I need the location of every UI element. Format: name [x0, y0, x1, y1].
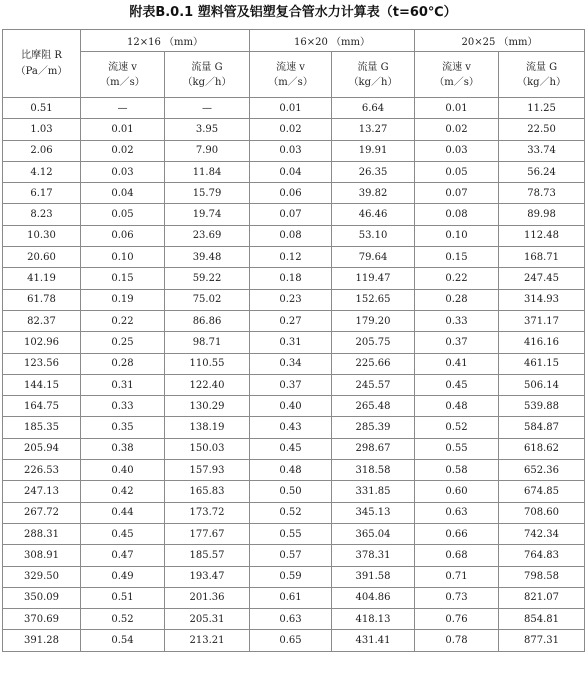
velocity-cell: 0.05: [81, 204, 165, 225]
velocity-cell: 0.37: [250, 374, 332, 395]
velocity-header: [81, 52, 165, 98]
resistance-cell: 144.15: [3, 374, 81, 395]
resistance-cell: 247.13: [3, 481, 81, 502]
flow-cell: 391.58: [332, 566, 415, 587]
velocity-cell: 0.31: [81, 374, 165, 395]
velocity-cell: 0.05: [415, 161, 499, 182]
table-row: [3, 268, 585, 289]
table-body: [3, 98, 585, 652]
velocity-cell: 0.45: [415, 374, 499, 395]
flow-cell: 205.75: [332, 332, 415, 353]
flow-cell: 19.91: [332, 140, 415, 161]
resistance-cell: 267.72: [3, 502, 81, 523]
flow-cell: 674.85: [499, 481, 585, 502]
velocity-cell: 0.48: [415, 396, 499, 417]
flow-cell: 19.74: [165, 204, 250, 225]
velocity-unit: （m／s）: [268, 76, 313, 88]
velocity-cell: 0.60: [415, 481, 499, 502]
table-row: [3, 140, 585, 161]
velocity-cell: 0.22: [81, 310, 165, 331]
velocity-cell: —: [81, 98, 165, 119]
velocity-cell: 0.15: [415, 247, 499, 268]
flow-cell: 138.19: [165, 417, 250, 438]
velocity-cell: 0.57: [250, 545, 332, 566]
velocity-cell: 0.18: [250, 268, 332, 289]
flow-cell: —: [165, 98, 250, 119]
hydraulic-calc-table: [2, 29, 585, 652]
flow-cell: 742.34: [499, 523, 585, 544]
table-title: 附表B.0.1 塑料管及铝塑复合管水力计算表（t=60℃）: [129, 5, 457, 20]
velocity-cell: 0.44: [81, 502, 165, 523]
velocity-cell: 0.38: [81, 438, 165, 459]
table-row: [3, 353, 585, 374]
flow-cell: 371.17: [499, 310, 585, 331]
velocity-cell: 0.28: [81, 353, 165, 374]
flow-cell: 15.79: [165, 183, 250, 204]
velocity-cell: 0.06: [81, 225, 165, 246]
velocity-cell: 0.01: [81, 119, 165, 140]
velocity-cell: 0.03: [415, 140, 499, 161]
velocity-cell: 0.48: [250, 460, 332, 481]
resistance-cell: 82.37: [3, 310, 81, 331]
velocity-cell: 0.51: [81, 587, 165, 608]
flow-cell: 416.16: [499, 332, 585, 353]
flow-cell: 56.24: [499, 161, 585, 182]
resistance-cell: 102.96: [3, 332, 81, 353]
flow-cell: 165.83: [165, 481, 250, 502]
velocity-cell: 0.45: [250, 438, 332, 459]
velocity-cell: 0.12: [250, 247, 332, 268]
flow-cell: 22.50: [499, 119, 585, 140]
flow-cell: 201.36: [165, 587, 250, 608]
velocity-cell: 0.34: [250, 353, 332, 374]
velocity-cell: 0.65: [250, 630, 332, 651]
flow-cell: 78.73: [499, 183, 585, 204]
table-row: [3, 630, 585, 651]
resistance-cell: 185.35: [3, 417, 81, 438]
velocity-cell: 0.40: [81, 460, 165, 481]
flow-cell: 708.60: [499, 502, 585, 523]
flow-cell: 265.48: [332, 396, 415, 417]
velocity-cell: 0.23: [250, 289, 332, 310]
table-row: [3, 119, 585, 140]
velocity-unit: （m／s）: [434, 76, 479, 88]
velocity-cell: 0.54: [81, 630, 165, 651]
resistance-cell: 4.12: [3, 161, 81, 182]
resistance-cell: 2.06: [3, 140, 81, 161]
resistance-cell: 350.09: [3, 587, 81, 608]
flow-cell: 75.02: [165, 289, 250, 310]
velocity-cell: 0.06: [250, 183, 332, 204]
flow-cell: 98.71: [165, 332, 250, 353]
velocity-cell: 0.63: [250, 609, 332, 630]
velocity-cell: 0.40: [250, 396, 332, 417]
velocity-label: 流速 v: [276, 61, 305, 73]
velocity-cell: 0.50: [250, 481, 332, 502]
velocity-header: [250, 52, 332, 98]
velocity-cell: 0.22: [415, 268, 499, 289]
velocity-cell: 0.47: [81, 545, 165, 566]
velocity-cell: 0.10: [81, 247, 165, 268]
resistance-cell: 370.69: [3, 609, 81, 630]
resistance-cell: 41.19: [3, 268, 81, 289]
flow-cell: 314.93: [499, 289, 585, 310]
flow-cell: 318.58: [332, 460, 415, 481]
table-row: [3, 566, 585, 587]
resistance-cell: 226.53: [3, 460, 81, 481]
velocity-cell: 0.01: [415, 98, 499, 119]
velocity-cell: 0.45: [81, 523, 165, 544]
velocity-header: [415, 52, 499, 98]
flow-cell: 39.48: [165, 247, 250, 268]
table-row: [3, 204, 585, 225]
flow-cell: 53.10: [332, 225, 415, 246]
velocity-cell: 0.33: [81, 396, 165, 417]
table-row: [3, 374, 585, 395]
flow-cell: 39.82: [332, 183, 415, 204]
flow-cell: 365.04: [332, 523, 415, 544]
flow-cell: 404.86: [332, 587, 415, 608]
flow-cell: 431.41: [332, 630, 415, 651]
flow-cell: 86.86: [165, 310, 250, 331]
flow-unit: （kg／h）: [348, 76, 398, 88]
flow-cell: 7.90: [165, 140, 250, 161]
flow-cell: 46.46: [332, 204, 415, 225]
resistance-cell: 205.94: [3, 438, 81, 459]
flow-label: 流量 G: [357, 61, 389, 73]
flow-cell: 539.88: [499, 396, 585, 417]
velocity-cell: 0.02: [81, 140, 165, 161]
flow-cell: 245.57: [332, 374, 415, 395]
velocity-cell: 0.78: [415, 630, 499, 651]
flow-cell: 345.13: [332, 502, 415, 523]
flow-unit: （kg／h）: [517, 76, 566, 88]
flow-cell: 59.22: [165, 268, 250, 289]
flow-header: [499, 52, 585, 98]
flow-cell: 177.67: [165, 523, 250, 544]
velocity-cell: 0.63: [415, 502, 499, 523]
velocity-cell: 0.02: [415, 119, 499, 140]
group-header-20x25: 20×25 （mm）: [415, 30, 585, 52]
flow-cell: 506.14: [499, 374, 585, 395]
velocity-cell: 0.43: [250, 417, 332, 438]
velocity-cell: 0.04: [250, 161, 332, 182]
flow-cell: 205.31: [165, 609, 250, 630]
velocity-cell: 0.03: [250, 140, 332, 161]
flow-unit: （kg／h）: [182, 76, 232, 88]
resistance-cell: 20.60: [3, 247, 81, 268]
flow-cell: 193.47: [165, 566, 250, 587]
flow-cell: 798.58: [499, 566, 585, 587]
resistance-unit: （Pa／m）: [15, 65, 68, 77]
group-header-12x16: 12×16 （mm）: [81, 30, 250, 52]
flow-cell: 185.57: [165, 545, 250, 566]
velocity-cell: 0.58: [415, 460, 499, 481]
table-row: [3, 247, 585, 268]
flow-cell: 418.13: [332, 609, 415, 630]
flow-cell: 11.25: [499, 98, 585, 119]
table-row: [3, 396, 585, 417]
velocity-cell: 0.25: [81, 332, 165, 353]
flow-header: [332, 52, 415, 98]
flow-cell: 6.64: [332, 98, 415, 119]
velocity-cell: 0.35: [81, 417, 165, 438]
velocity-cell: 0.19: [81, 289, 165, 310]
table-row: [3, 417, 585, 438]
flow-cell: 26.35: [332, 161, 415, 182]
flow-cell: 821.07: [499, 587, 585, 608]
resistance-header: [3, 30, 81, 98]
resistance-cell: 0.51: [3, 98, 81, 119]
resistance-cell: 329.50: [3, 566, 81, 587]
flow-cell: 122.40: [165, 374, 250, 395]
flow-cell: 119.47: [332, 268, 415, 289]
velocity-label: 流速 v: [442, 61, 471, 73]
table-row: [3, 587, 585, 608]
resistance-cell: 61.78: [3, 289, 81, 310]
velocity-label: 流速 v: [108, 61, 137, 73]
velocity-cell: 0.07: [415, 183, 499, 204]
velocity-cell: 0.52: [250, 502, 332, 523]
table-row: [3, 332, 585, 353]
table-row: [3, 161, 585, 182]
velocity-unit: （m／s）: [100, 76, 145, 88]
flow-cell: 112.48: [499, 225, 585, 246]
resistance-cell: 123.56: [3, 353, 81, 374]
flow-cell: 461.15: [499, 353, 585, 374]
group-header-16x20: 16×20 （mm）: [250, 30, 415, 52]
flow-cell: 854.81: [499, 609, 585, 630]
velocity-cell: 0.41: [415, 353, 499, 374]
flow-cell: 3.95: [165, 119, 250, 140]
table-row: [3, 183, 585, 204]
velocity-cell: 0.27: [250, 310, 332, 331]
resistance-cell: 164.75: [3, 396, 81, 417]
velocity-cell: 0.76: [415, 609, 499, 630]
flow-cell: 152.65: [332, 289, 415, 310]
velocity-cell: 0.08: [415, 204, 499, 225]
flow-cell: 33.74: [499, 140, 585, 161]
flow-cell: 157.93: [165, 460, 250, 481]
flow-cell: 877.31: [499, 630, 585, 651]
flow-cell: 285.39: [332, 417, 415, 438]
flow-label: 流量 G: [525, 61, 558, 73]
resistance-cell: 288.31: [3, 523, 81, 544]
velocity-cell: 0.15: [81, 268, 165, 289]
velocity-cell: 0.37: [415, 332, 499, 353]
flow-cell: 150.03: [165, 438, 250, 459]
velocity-cell: 0.55: [415, 438, 499, 459]
header-row-columns: [3, 52, 585, 98]
velocity-cell: 0.02: [250, 119, 332, 140]
table-row: [3, 460, 585, 481]
table-row: [3, 289, 585, 310]
resistance-cell: 10.30: [3, 225, 81, 246]
velocity-cell: 0.52: [81, 609, 165, 630]
velocity-cell: 0.73: [415, 587, 499, 608]
velocity-cell: 0.08: [250, 225, 332, 246]
table-row: [3, 98, 585, 119]
resistance-cell: 6.17: [3, 183, 81, 204]
table-row: [3, 609, 585, 630]
flow-cell: 378.31: [332, 545, 415, 566]
table-row: [3, 523, 585, 544]
table-row: [3, 502, 585, 523]
resistance-cell: 8.23: [3, 204, 81, 225]
flow-cell: 225.66: [332, 353, 415, 374]
velocity-cell: 0.68: [415, 545, 499, 566]
header-row-groups: [3, 30, 585, 52]
resistance-cell: 391.28: [3, 630, 81, 651]
flow-cell: 764.83: [499, 545, 585, 566]
velocity-cell: 0.31: [250, 332, 332, 353]
flow-cell: 331.85: [332, 481, 415, 502]
velocity-cell: 0.49: [81, 566, 165, 587]
velocity-cell: 0.03: [81, 161, 165, 182]
velocity-cell: 0.55: [250, 523, 332, 544]
velocity-cell: 0.33: [415, 310, 499, 331]
flow-cell: 247.45: [499, 268, 585, 289]
velocity-cell: 0.71: [415, 566, 499, 587]
resistance-cell: 1.03: [3, 119, 81, 140]
flow-label: 流量 G: [191, 61, 223, 73]
table-row: [3, 310, 585, 331]
table-row: [3, 481, 585, 502]
flow-cell: 584.87: [499, 417, 585, 438]
table-row: [3, 225, 585, 246]
flow-cell: 110.55: [165, 353, 250, 374]
flow-cell: 618.62: [499, 438, 585, 459]
flow-cell: 298.67: [332, 438, 415, 459]
flow-cell: 89.98: [499, 204, 585, 225]
velocity-cell: 0.66: [415, 523, 499, 544]
flow-cell: 213.21: [165, 630, 250, 651]
flow-cell: 11.84: [165, 161, 250, 182]
flow-cell: 652.36: [499, 460, 585, 481]
table-row: [3, 545, 585, 566]
velocity-cell: 0.42: [81, 481, 165, 502]
velocity-cell: 0.28: [415, 289, 499, 310]
velocity-cell: 0.04: [81, 183, 165, 204]
resistance-label: 比摩阻 R: [21, 49, 62, 61]
flow-cell: 179.20: [332, 310, 415, 331]
velocity-cell: 0.01: [250, 98, 332, 119]
flow-cell: 168.71: [499, 247, 585, 268]
flow-header: [165, 52, 250, 98]
velocity-cell: 0.52: [415, 417, 499, 438]
flow-cell: 23.69: [165, 225, 250, 246]
velocity-cell: 0.59: [250, 566, 332, 587]
velocity-cell: 0.07: [250, 204, 332, 225]
resistance-cell: 308.91: [3, 545, 81, 566]
velocity-cell: 0.10: [415, 225, 499, 246]
table-row: [3, 438, 585, 459]
flow-cell: 130.29: [165, 396, 250, 417]
velocity-cell: 0.61: [250, 587, 332, 608]
flow-cell: 173.72: [165, 502, 250, 523]
flow-cell: 79.64: [332, 247, 415, 268]
flow-cell: 13.27: [332, 119, 415, 140]
